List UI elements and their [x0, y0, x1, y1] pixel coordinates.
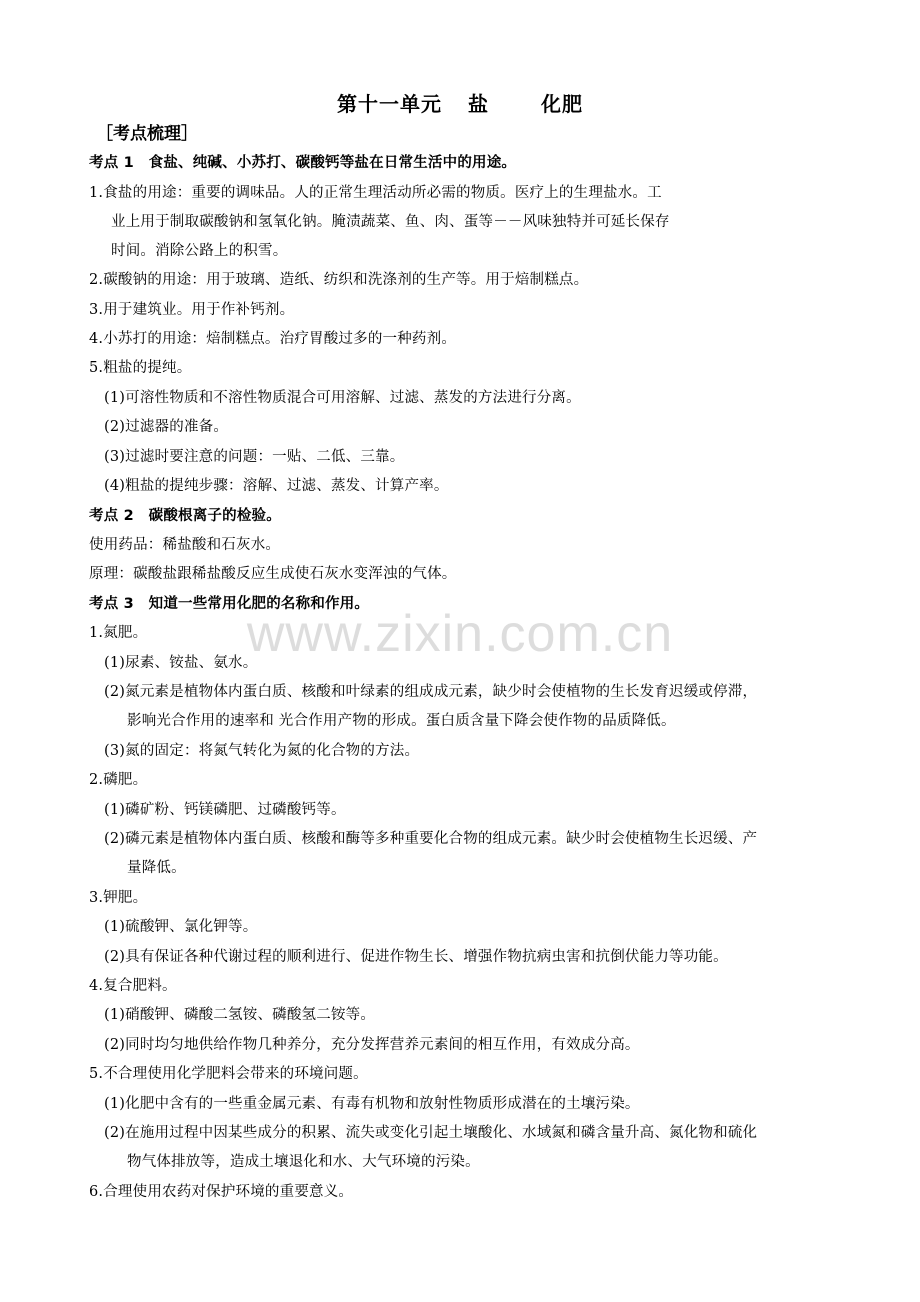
- text-line: (1)化肥中含有的一些重金属元素、有毒有机物和放射性物质形成潜在的土壤污染。: [104, 1096, 640, 1112]
- text-line: (3)过滤时要注意的问题：一贴、二低、三靠。: [104, 449, 405, 465]
- title-unit: 第十一单元: [337, 92, 442, 116]
- text-line: 量降低。: [127, 860, 186, 876]
- title-salt: 盐: [468, 92, 489, 116]
- text-line: 业上用于制取碳酸钠和氢氧化钠。腌渍蔬菜、鱼、肉、蛋等－－风味独特并可延长保存: [111, 214, 670, 230]
- text-line: 5.粗盐的提纯。: [89, 360, 192, 376]
- text-line: 使用药品：稀盐酸和石灰水。: [89, 537, 281, 553]
- text-line: 3.钾肥。: [89, 890, 148, 906]
- text-line: 1.食盐的用途：重要的调味品。人的正常生理活动所必需的物质。医疗上的生理盐水。工: [89, 185, 662, 201]
- text-line: (2)在施用过程中因某些成分的积累、流失或变化引起土壤酸化、水域氮和磷含量升高、氮化物和硫化: [104, 1125, 758, 1141]
- text-line: (2)过滤器的准备。: [104, 419, 229, 435]
- text-line: 时间。消除公路上的积雪。: [111, 243, 288, 259]
- text-line: 1.氮肥。: [89, 625, 148, 641]
- text-line: (2)磷元素是植物体内蛋白质、核酸和酶等多种重要化合物的组成元素。缺少时会使植物生长迟缓、产: [104, 831, 758, 847]
- text-line: 4.小苏打的用途：焙制糕点。治疗胃酸过多的一种药剂。: [89, 331, 457, 347]
- text-line: 6.合理使用农药对保护环境的重要意义。: [89, 1184, 354, 1200]
- text-line: 3.用于建筑业。用于作补钙剂。: [89, 302, 295, 318]
- text-line: (1)硝酸钾、磷酸二氢铵、磷酸氢二铵等。: [104, 1007, 376, 1023]
- text-line: 5.不合理使用化学肥料会带来的环境问题。: [89, 1066, 368, 1082]
- text-line: (1)可溶性物质和不溶性物质混合可用溶解、过滤、蒸发的方法进行分离。: [104, 390, 581, 406]
- text-line: (2)具有保证各种代谢过程的顺利进行、促进作物生长、增强作物抗病虫害和抗倒伏能力等功能。: [104, 949, 728, 965]
- text-line: (1)硫酸钾、氯化钾等。: [104, 919, 258, 935]
- text-line: (4)粗盐的提纯步骤：溶解、过滤、蒸发、计算产率。: [104, 478, 449, 494]
- text-line: 2.碳酸钠的用途：用于玻璃、造纸、纺织和洗涤剂的生产等。用于焙制糕点。: [89, 272, 589, 288]
- watermark: www.zixin.com.cn: [246, 605, 674, 663]
- text-line: 4.复合肥料。: [89, 978, 177, 994]
- text-line: 原理：碳酸盐跟稀盐酸反应生成使石灰水变浑浊的气体。: [89, 566, 457, 582]
- text-line: (1)尿素、铵盐、氨水。: [104, 655, 258, 671]
- text-line: (1)磷矿粉、钙镁磷肥、过磷酸钙等。: [104, 802, 346, 818]
- text-line: 2.磷肥。: [89, 772, 148, 788]
- topic-3-heading: 考点 3 知道一些常用化肥的名称和作用。: [89, 596, 370, 612]
- text-line: 物气体排放等，造成土壤退化和水、大气环境的污染。: [127, 1154, 480, 1170]
- section-heading: ［考点梳理］: [96, 124, 198, 144]
- title-fertilizer: 化肥: [541, 92, 583, 116]
- document-title: [0, 92, 920, 116]
- text-line: 影响光合作用的速率和 光合作用产物的形成。蛋白质含量下降会使作物的品质降低。: [127, 713, 676, 729]
- topic-2-heading: 考点 2 碳酸根离子的检验。: [89, 508, 281, 524]
- text-line: (2)同时均匀地供给作物几种养分，充分发挥营养元素间的相互作用，有效成分高。: [104, 1037, 640, 1053]
- topic-1-heading: 考点 1 食盐、纯碱、小苏打、碳酸钙等盐在日常生活中的用途。: [89, 155, 517, 171]
- text-line: (3)氮的固定：将氮气转化为氮的化合物的方法。: [104, 743, 420, 759]
- text-line: (2)氮元素是植物体内蛋白质、核酸和叶绿素的组成成元素，缺少时会使植物的生长发育迟缓或停滞，: [104, 684, 758, 700]
